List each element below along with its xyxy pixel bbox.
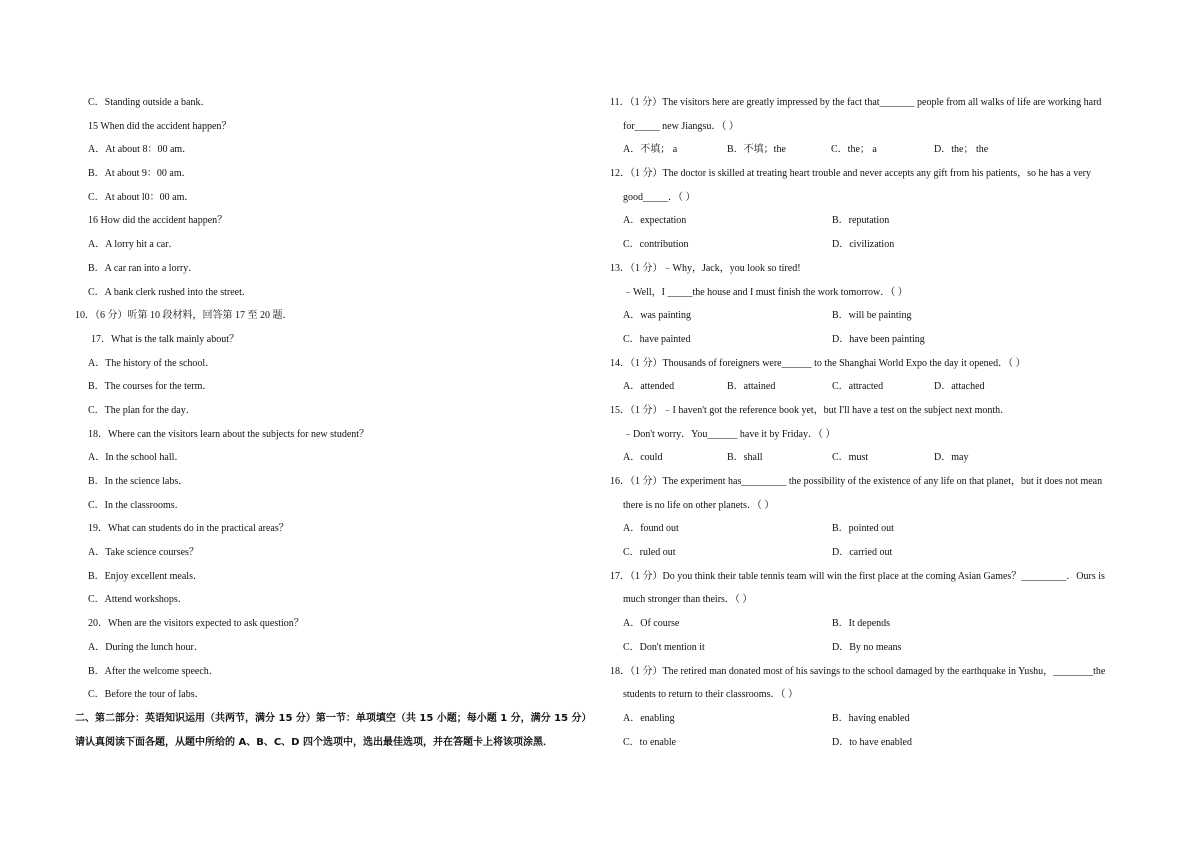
question-line: 17．（1 分）Do you think their table tennis team will win the first place at the coming Asian Games？_________．Ours is [610,570,1105,582]
options-row [610,209,1130,233]
options-row [610,731,1130,755]
option-d: D．the； the [934,144,989,156]
option-a: A．expectation [623,215,687,227]
question-line: 18．Where can the visitors learn about the subjects for new student？ [88,428,370,440]
option-d: D．may [934,452,969,464]
option-line: A．In the school hall． [88,452,185,464]
option-a: A．found out [623,523,679,535]
option-b: B．It depends [832,618,891,630]
option-line: C．Attend workshops． [88,594,188,606]
option-b: B．shall [727,452,763,464]
option-line: B．At about 9：00 am． [88,168,192,180]
option-line: B．After the welcome speech． [88,665,219,677]
question-line: 19．What can students do in the practical areas？ [88,523,289,535]
option-a: A．attended [623,381,675,393]
question-line: 15．（1 分）﹣I haven't got the reference book yet，but I'll have a test on the subject next month． [610,404,1011,416]
option-line: B．A car ran into a lorry． [88,262,199,274]
option-a: A．不填； a [623,144,678,156]
option-a: A．was painting [623,310,692,322]
option-d: D．attached [934,381,985,393]
option-b: B．having enabled [832,712,910,724]
option-b: B．attained [727,381,776,393]
option-d: D．have been painting [832,333,925,345]
question-line: for_____ new Jiangsu．（ ） [623,120,739,132]
question-line: 15 When did the accident happen？ [88,120,232,132]
options-row [610,304,1130,328]
options-row [610,517,1130,541]
options-row [610,541,1130,565]
option-c: C．attracted [832,381,884,393]
section-heading: 10．（6 分）听第 10 段材料，回答第 17 至 20 题． [75,310,293,322]
option-c: C．have painted [623,333,691,345]
option-b: B．不填；the [727,144,786,156]
option-d: D．to have enabled [832,736,912,748]
option-line: A．At about 8：00 am． [88,144,193,156]
right-column [610,91,1130,754]
option-line: C．Standing outside a bank． [88,97,211,108]
option-b: B．pointed out [832,523,894,535]
question-line: 17．What is the talk mainly about？ [91,333,240,345]
option-line: B．Enjoy excellent meals． [88,570,203,582]
option-line: C．At about l0：00 am． [88,191,195,203]
option-c: C．must [832,452,869,464]
question-line: good_____．（ ） [623,191,696,203]
options-row [610,446,1130,470]
question-line: 16．（1 分）The experiment has_________ the possibility of the existence of any life on that planet，but it does not mean [610,476,1103,487]
option-line: A．Take science courses？ [88,547,199,559]
question-line: 18．（1 分）The retired man donated most of his savings to the school damaged by the earthquake in Yushu，________the [610,665,1106,677]
options-row [610,375,1130,399]
instructions: 请认真阅读下面各题，从题中所给的 A、B、C、D 四个选项中，选出最佳选项，并在答题卡上将该项涂黑． [75,736,553,748]
option-b: B．will be painting [832,310,912,322]
question-line: 13．（1 分）﹣Why，Jack，you look so tired! [610,262,801,274]
option-a: A．Of course [623,618,680,630]
left-column [75,91,605,754]
question-line: 16 How did the accident happen？ [88,215,228,227]
question-line: 14．（1 分）Thousands of foreigners were______ to the Shanghai World Expo the day it opened．（ ） [610,357,1026,369]
options-row [610,636,1130,660]
option-line: C．A bank clerk rushed into the street． [88,286,252,298]
options-row [610,233,1130,257]
options-row [610,138,1130,162]
option-b: B．reputation [832,215,890,227]
option-line: B．In the science labs． [88,476,189,487]
option-c: C．to enable [623,736,677,748]
options-row [610,328,1130,352]
option-c: C．Don't mention it [623,641,705,653]
option-c: C．contribution [623,239,689,251]
option-line: A．A lorry hit a car． [88,239,179,251]
question-line: 12．（1 分）The doctor is skilled at treating heart trouble and never accepts any gift from his patients，so he has a very [610,168,1091,180]
option-line: C．In the classrooms． [88,499,185,511]
option-line: C．The plan for the day． [88,404,196,416]
question-line: students to return to their classrooms．（ ） [623,689,798,701]
question-line: much stronger than theirs．（ ） [623,594,753,606]
option-d: D．civilization [832,239,895,251]
question-line: 11．（1 分）The visitors here are greatly impressed by the fact that_______ people from all walks of life are working hard [610,97,1102,108]
options-row [610,707,1130,731]
options-row [610,612,1130,636]
option-line: C．Before the tour of labs． [88,689,205,701]
option-line: A．During the lunch hour． [88,641,204,653]
option-c: C．the； a [831,144,877,156]
question-line: ﹣Well，I _____the house and I must finish the work tomorrow．（ ） [623,286,908,298]
question-line: there is no life on other planets．（ ） [623,499,775,511]
question-line: 20．When are the visitors expected to ask question？ [88,618,304,630]
option-d: D．By no means [832,641,902,653]
option-line: A．The history of the school． [88,357,216,369]
option-line: B．The courses for the term． [88,381,213,393]
option-c: C．ruled out [623,547,676,559]
part-heading: 二、第二部分：英语知识运用（共两节，满分 15 分）第一节：单项填空（共 15 小题；每小题 1 分，满分 15 分） [75,712,592,724]
option-d: D．carried out [832,547,893,559]
question-line: ﹣Don't worry．You______ have it by Friday．（ ） [623,428,836,440]
option-a: A．enabling [623,712,675,724]
option-a: A．could [623,452,663,464]
